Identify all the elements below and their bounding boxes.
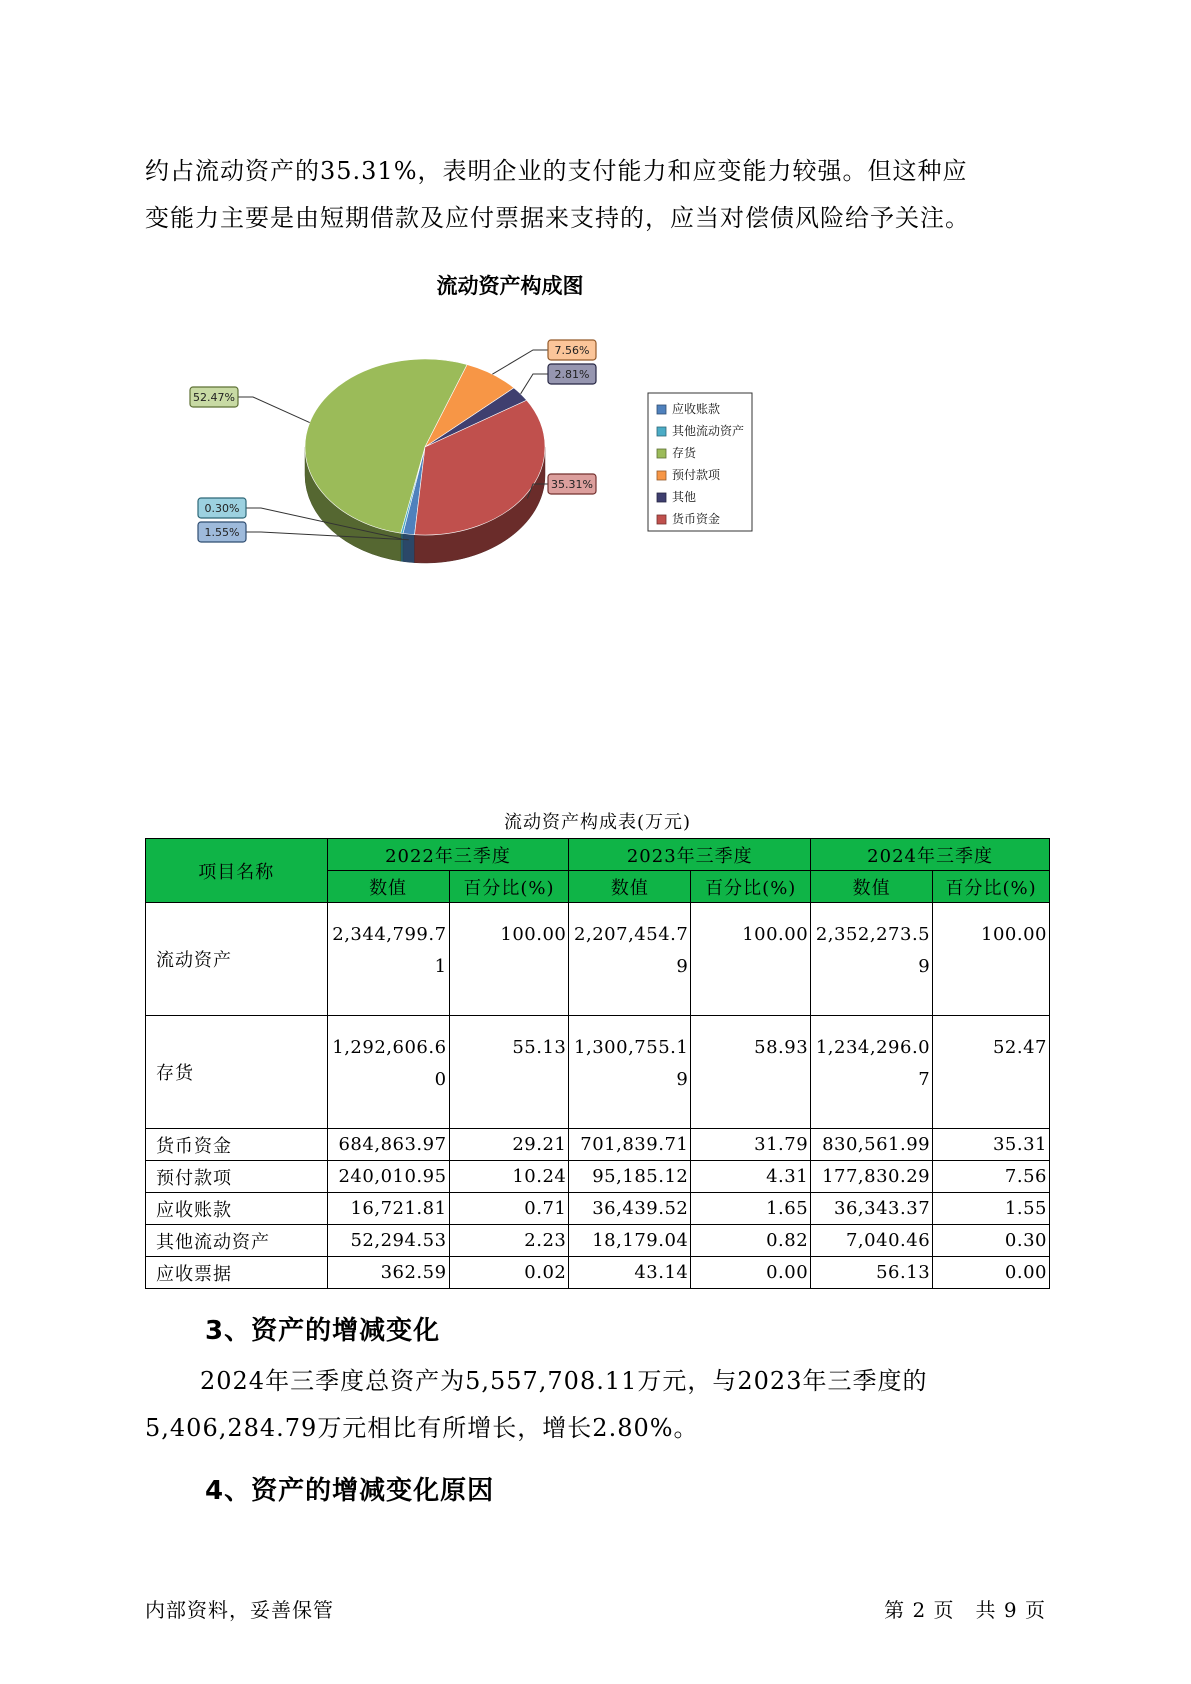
header-item-name: 项目名称 bbox=[146, 839, 328, 903]
cell-pct: 0.71 bbox=[449, 1193, 569, 1225]
cell-pct: 100.00 bbox=[449, 903, 569, 1016]
table-row bbox=[146, 1161, 1050, 1193]
cell-value: 56.13 bbox=[811, 1257, 933, 1289]
cell-value: 95,185.12 bbox=[569, 1161, 691, 1193]
cell-value: 830,561.99 bbox=[811, 1129, 933, 1161]
cell-pct: 58.93 bbox=[691, 1016, 811, 1129]
legend-label-1: 其他流动资产 bbox=[672, 424, 745, 438]
cell-pct: 4.31 bbox=[691, 1161, 811, 1193]
data-label-3: 7.56% bbox=[554, 344, 590, 357]
header-pct: 百分比(%) bbox=[933, 871, 1050, 903]
legend-label-2: 存货 bbox=[672, 446, 697, 460]
cell-pct: 7.56 bbox=[933, 1161, 1050, 1193]
cell-pct: 55.13 bbox=[449, 1016, 569, 1129]
data-label-0: 1.55% bbox=[204, 526, 240, 539]
cell-pct: 1.55 bbox=[933, 1193, 1050, 1225]
cell-value: 2,344,799.71 bbox=[327, 903, 449, 1016]
section-3-paragraph bbox=[145, 1358, 1050, 1452]
cell-pct: 35.31 bbox=[933, 1129, 1050, 1161]
cell-value: 18,179.04 bbox=[569, 1225, 691, 1257]
section-4-heading: 4、资产的增减变化原因 bbox=[205, 1476, 495, 1506]
table-row bbox=[146, 1129, 1050, 1161]
pie-chart bbox=[180, 270, 840, 600]
cell-value: 36,439.52 bbox=[569, 1193, 691, 1225]
cell-pct: 0.00 bbox=[933, 1257, 1050, 1289]
footer-confidential-note: 内部资料，妥善保管 bbox=[145, 1598, 334, 1622]
leader-line-2 bbox=[238, 397, 310, 423]
cell-pct: 0.82 bbox=[691, 1225, 811, 1257]
legend-swatch-3 bbox=[657, 471, 666, 480]
cell-value: 2,207,454.79 bbox=[569, 903, 691, 1016]
section-3-heading: 3、资产的增减变化 bbox=[205, 1316, 441, 1346]
header-value: 数值 bbox=[569, 871, 691, 903]
cell-value: 43.14 bbox=[569, 1257, 691, 1289]
cell-value: 7,040.46 bbox=[811, 1225, 933, 1257]
section-3-line-2: 5,406,284.79万元相比有所增长，增长2.80%。 bbox=[145, 1414, 699, 1442]
cell-pct: 0.02 bbox=[449, 1257, 569, 1289]
intro-line-2: 变能力主要是由短期借款及应付票据来支持的，应当对偿债风险给予关注。 bbox=[145, 204, 970, 232]
chart-legend bbox=[648, 393, 752, 531]
footer-page-number: 第 2 页 共 9 页 bbox=[884, 1598, 1046, 1622]
table-row bbox=[146, 1257, 1050, 1289]
header-period-2023: 2023年三季度 bbox=[569, 839, 811, 871]
pie-chart-svg bbox=[180, 270, 840, 600]
cell-pct: 10.24 bbox=[449, 1161, 569, 1193]
cell-pct: 0.30 bbox=[933, 1225, 1050, 1257]
table-row bbox=[146, 1225, 1050, 1257]
data-label-5: 35.31% bbox=[551, 478, 593, 491]
header-value: 数值 bbox=[327, 871, 449, 903]
data-label-2: 52.47% bbox=[193, 391, 235, 404]
table-caption: 流动资产构成表(万元) bbox=[503, 812, 692, 833]
intro-line-1: 约占流动资产的35.31%，表明企业的支付能力和应变能力较强。但这种应 bbox=[145, 157, 968, 185]
header-period-2024: 2024年三季度 bbox=[811, 839, 1050, 871]
row-name: 存货 bbox=[146, 1016, 328, 1129]
cell-value: 362.59 bbox=[327, 1257, 449, 1289]
cell-pct: 1.65 bbox=[691, 1193, 811, 1225]
cell-value: 1,234,296.07 bbox=[811, 1016, 933, 1129]
cell-value: 2,352,273.59 bbox=[811, 903, 933, 1016]
section-3-line-1: 2024年三季度总资产为5,557,708.11万元，与2023年三季度的 bbox=[200, 1367, 928, 1395]
leader-line-4 bbox=[521, 374, 548, 394]
header-pct: 百分比(%) bbox=[449, 871, 569, 903]
cell-pct: 29.21 bbox=[449, 1129, 569, 1161]
legend-swatch-4 bbox=[657, 493, 666, 502]
header-period-2022: 2022年三季度 bbox=[327, 839, 569, 871]
intro-paragraph bbox=[145, 148, 1050, 242]
cell-value: 36,343.37 bbox=[811, 1193, 933, 1225]
chart-title: 流动资产构成图 bbox=[436, 274, 584, 298]
data-label-4: 2.81% bbox=[554, 368, 590, 381]
row-name: 其他流动资产 bbox=[146, 1225, 328, 1257]
cell-value: 701,839.71 bbox=[569, 1129, 691, 1161]
legend-label-0: 应收账款 bbox=[672, 402, 721, 416]
cell-pct: 100.00 bbox=[691, 903, 811, 1016]
cell-value: 1,292,606.60 bbox=[327, 1016, 449, 1129]
current-assets-table bbox=[145, 838, 1050, 1289]
cell-pct: 52.47 bbox=[933, 1016, 1050, 1129]
leader-line-3 bbox=[492, 350, 548, 374]
row-name: 应收账款 bbox=[146, 1193, 328, 1225]
pie-side-0 bbox=[403, 534, 415, 563]
header-pct: 百分比(%) bbox=[691, 871, 811, 903]
table-row bbox=[146, 1193, 1050, 1225]
legend-label-4: 其他 bbox=[672, 490, 697, 504]
cell-pct: 0.00 bbox=[691, 1257, 811, 1289]
legend-swatch-1 bbox=[657, 427, 666, 436]
row-name: 应收票据 bbox=[146, 1257, 328, 1289]
cell-value: 240,010.95 bbox=[327, 1161, 449, 1193]
cell-value: 1,300,755.19 bbox=[569, 1016, 691, 1129]
cell-pct: 31.79 bbox=[691, 1129, 811, 1161]
cell-value: 16,721.81 bbox=[327, 1193, 449, 1225]
legend-swatch-2 bbox=[657, 449, 666, 458]
legend-label-5: 货币资金 bbox=[672, 512, 721, 526]
cell-value: 177,830.29 bbox=[811, 1161, 933, 1193]
cell-value: 684,863.97 bbox=[327, 1129, 449, 1161]
row-name: 预付款项 bbox=[146, 1161, 328, 1193]
legend-swatch-5 bbox=[657, 515, 666, 524]
pie-tops bbox=[305, 359, 545, 535]
cell-pct: 2.23 bbox=[449, 1225, 569, 1257]
cell-pct: 100.00 bbox=[933, 903, 1050, 1016]
legend-label-3: 预付款项 bbox=[672, 468, 721, 482]
table-row bbox=[146, 1016, 1050, 1129]
data-label-1: 0.30% bbox=[204, 502, 240, 515]
table-row bbox=[146, 903, 1050, 1016]
legend-swatch-0 bbox=[657, 405, 666, 414]
pie-side-1 bbox=[401, 533, 403, 561]
row-name: 流动资产 bbox=[146, 903, 328, 1016]
row-name: 货币资金 bbox=[146, 1129, 328, 1161]
header-value: 数值 bbox=[811, 871, 933, 903]
cell-value: 52,294.53 bbox=[327, 1225, 449, 1257]
